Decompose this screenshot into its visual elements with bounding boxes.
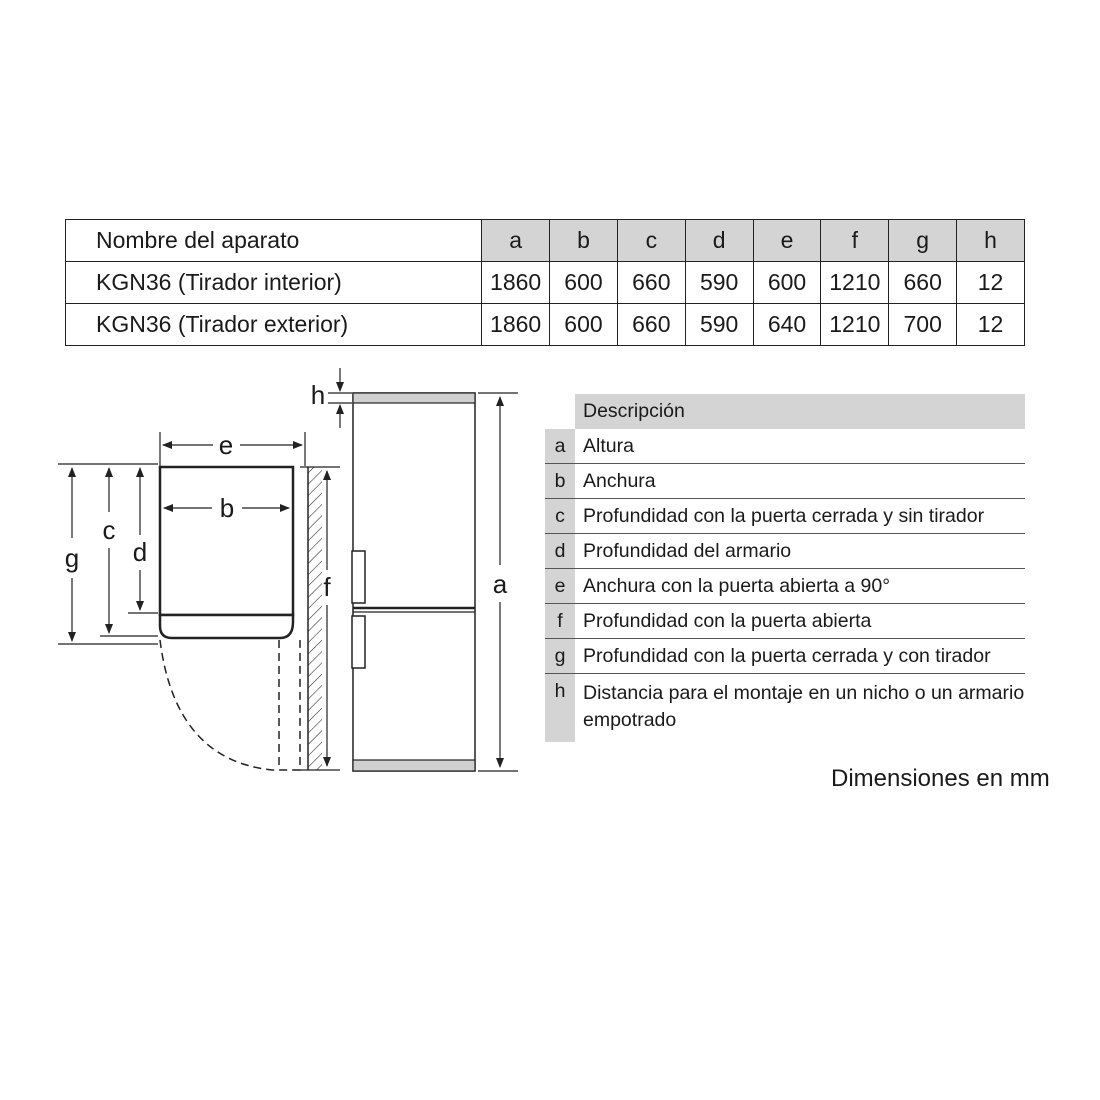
legend-row bbox=[545, 569, 1025, 604]
dim-label-c: c bbox=[102, 515, 116, 545]
table-cell-model: KGN36 (Tirador interior) bbox=[66, 262, 482, 304]
legend-row bbox=[545, 534, 1025, 569]
fridge-base bbox=[353, 760, 475, 771]
table-cell: 600 bbox=[550, 304, 618, 346]
dim-label-f: f bbox=[323, 572, 331, 602]
door-closed bbox=[160, 615, 293, 638]
fridge-top-cap bbox=[353, 393, 475, 403]
legend-description: Profundidad del armario bbox=[583, 540, 792, 562]
table-row bbox=[66, 262, 1025, 304]
table-cell: 12 bbox=[957, 262, 1025, 304]
table-cell: 660 bbox=[889, 262, 957, 304]
table-cell: 700 bbox=[889, 304, 957, 346]
legend-key: f bbox=[545, 604, 575, 638]
table-cell: 1210 bbox=[821, 304, 889, 346]
legend-key: b bbox=[545, 464, 575, 498]
legend-description: Altura bbox=[583, 435, 634, 457]
table-header-row bbox=[66, 220, 1025, 262]
header-cell-g: g bbox=[889, 220, 957, 262]
table-cell: 640 bbox=[753, 304, 821, 346]
legend-row bbox=[545, 604, 1025, 639]
lower-handle bbox=[352, 616, 365, 668]
table-cell: 12 bbox=[957, 304, 1025, 346]
upper-handle bbox=[352, 551, 365, 603]
table-cell: 660 bbox=[617, 304, 685, 346]
table-cell: 660 bbox=[617, 262, 685, 304]
legend-row bbox=[545, 499, 1025, 534]
legend-row bbox=[545, 639, 1025, 674]
legend-row bbox=[545, 464, 1025, 499]
legend-description: Profundidad con la puerta abierta bbox=[583, 610, 872, 632]
header-cell-h: h bbox=[957, 220, 1025, 262]
legend-row bbox=[545, 429, 1025, 464]
table-cell-model: KGN36 (Tirador exterior) bbox=[66, 304, 482, 346]
table-cell: 590 bbox=[685, 304, 753, 346]
cabinet-outline bbox=[160, 467, 293, 615]
legend-key: c bbox=[545, 499, 575, 533]
table-row bbox=[66, 304, 1025, 346]
legend-description: Profundidad con la puerta cerrada y sin tirador bbox=[583, 505, 985, 527]
header-cell-e: e bbox=[753, 220, 821, 262]
header-cell-c: c bbox=[617, 220, 685, 262]
table-cell: 1210 bbox=[821, 262, 889, 304]
dimensions-table bbox=[65, 219, 1025, 346]
header-cell-a: a bbox=[482, 220, 550, 262]
wall-hatch bbox=[308, 467, 322, 770]
dim-label-g: g bbox=[64, 543, 80, 573]
legend-key: d bbox=[545, 534, 575, 568]
table-cell: 1860 bbox=[482, 262, 550, 304]
legend-key: h bbox=[545, 674, 575, 742]
fridge-body bbox=[353, 393, 475, 771]
units-caption: Dimensiones en mm bbox=[831, 765, 1050, 792]
table-cell: 1860 bbox=[482, 304, 550, 346]
dim-label-h: h bbox=[310, 380, 326, 410]
table-cell: 600 bbox=[753, 262, 821, 304]
legend-key: a bbox=[545, 429, 575, 463]
dim-label-d: d bbox=[132, 537, 148, 567]
legend-description: Profundidad con la puerta cerrada y con tirador bbox=[583, 645, 991, 667]
header-cell-f: f bbox=[821, 220, 889, 262]
dim-label-b: b bbox=[219, 493, 235, 523]
front-view bbox=[311, 368, 518, 771]
legend-description: Anchura bbox=[583, 470, 656, 492]
dimension-legend bbox=[545, 394, 1025, 742]
legend-description: Distancia para el montaje en un nicho o un armario empotrado bbox=[583, 682, 1025, 731]
top-view bbox=[58, 430, 340, 770]
header-cell-b: b bbox=[550, 220, 618, 262]
dim-label-e: e bbox=[218, 430, 234, 460]
legend-title: Descripción bbox=[575, 394, 1025, 429]
legend-header bbox=[545, 394, 1025, 429]
legend-description: Anchura con la puerta abierta a 90° bbox=[583, 575, 891, 597]
legend-key: e bbox=[545, 569, 575, 603]
header-cell-d: d bbox=[685, 220, 753, 262]
table-cell: 590 bbox=[685, 262, 753, 304]
header-cell-name: Nombre del aparato bbox=[66, 220, 482, 262]
table-cell: 600 bbox=[550, 262, 618, 304]
dim-label-a: a bbox=[492, 569, 508, 599]
fridge-dimension-drawing bbox=[0, 360, 540, 780]
legend-key: g bbox=[545, 639, 575, 673]
legend-row bbox=[545, 674, 1025, 742]
